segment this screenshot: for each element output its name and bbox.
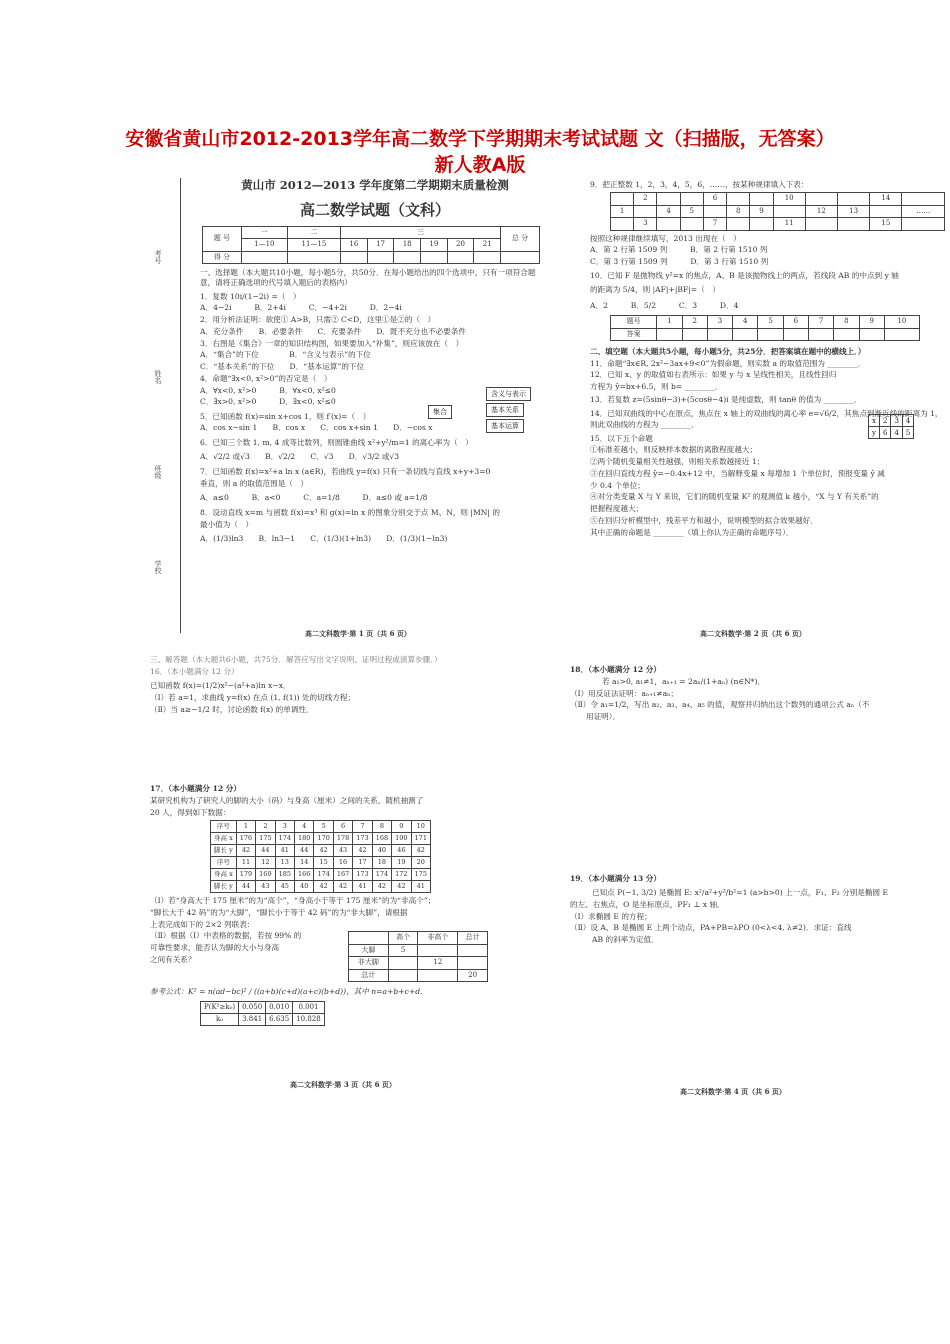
answer-cell bbox=[783, 328, 808, 340]
score-table-cell: 11—15 bbox=[287, 239, 340, 251]
question-line: ⑤在回归分析模型中，残差平方和越小，说明模型的拟合效果越好． bbox=[590, 515, 818, 525]
formula-line: 参考公式：K² = n(ad−bc)² / ((a+b)(c+d)(a+c)(b+d))，其中 n=a+b+c+d． bbox=[150, 987, 428, 997]
data-cell: 41 bbox=[411, 881, 430, 893]
score-table-cell: 总 分 bbox=[500, 226, 539, 251]
data-cell: 20 bbox=[411, 857, 430, 869]
question-line: 可靠性要求，能否认为脚的大小与身高 bbox=[150, 943, 280, 952]
question-line: 的距离为 5/4，则 |AF|+|BF|=（ ） bbox=[590, 284, 720, 294]
answer-cell bbox=[682, 328, 707, 340]
question-line: 则此双曲线的方程为 ________． bbox=[590, 420, 699, 430]
score-table-cell: 21 bbox=[474, 239, 501, 251]
question-line: A．cos x−sin 1 B．cos x C．cos x+sin 1 D．−cos x bbox=[200, 423, 433, 433]
data-cell: 167 bbox=[333, 869, 352, 881]
exam-page-1 bbox=[200, 176, 550, 546]
diagram-node-set: 集合 bbox=[428, 405, 452, 419]
table-row bbox=[869, 415, 914, 427]
data-cell: 166 bbox=[295, 869, 314, 881]
table-row bbox=[349, 944, 488, 956]
grid-cell: 5 bbox=[680, 205, 703, 217]
contingency-cell: 非高个 bbox=[418, 932, 458, 944]
contingency-cell bbox=[349, 932, 389, 944]
data-cell: 176 bbox=[236, 833, 255, 845]
data-cell: 42 bbox=[353, 845, 372, 857]
table-row bbox=[211, 857, 431, 869]
xy-cell: x bbox=[869, 415, 880, 427]
data-cell: 44 bbox=[295, 845, 314, 857]
data-cell: 169 bbox=[256, 869, 275, 881]
document-title: 安徽省黄山市2012-2013学年高二数学下学期期末考试试题 文（扫描版，无答案）新人教A版 bbox=[125, 128, 835, 176]
score-table-cell: 19 bbox=[421, 239, 448, 251]
question-line: 已知函数 f(x)=(1/2)x²−(a²+a)ln x−x． bbox=[150, 681, 291, 690]
grid-cell bbox=[805, 193, 837, 205]
xy-cell: 4 bbox=[891, 427, 902, 439]
question-line: 最小值为（ ） bbox=[200, 520, 254, 530]
xy-cell: 6 bbox=[879, 427, 890, 439]
answer-cell: 2 bbox=[682, 316, 707, 328]
grid-cell: 15 bbox=[870, 218, 902, 230]
grid-cell bbox=[750, 193, 773, 205]
data-cell: 42 bbox=[392, 881, 411, 893]
answer-cell: 7 bbox=[808, 316, 833, 328]
answer-cell: 8 bbox=[834, 316, 859, 328]
answer-cell bbox=[834, 328, 859, 340]
question-line: 14．已知双曲线的中心在原点，焦点在 x 轴上的双曲线的离心率 e=√6/2，其焦点到渐近线的距离为 1， bbox=[590, 408, 943, 418]
height-foot-table bbox=[210, 820, 431, 893]
contingency-cell: 5 bbox=[388, 944, 418, 956]
question-line: AB 的斜率为定值． bbox=[592, 935, 659, 944]
page-2-footer: 高二文科数学·第 2 页（共 6 页） bbox=[700, 629, 806, 638]
grid-cell bbox=[680, 193, 703, 205]
grid-cell bbox=[703, 205, 726, 217]
data-cell: 15 bbox=[314, 857, 333, 869]
question-line: 2．用分析法证明：欲使① A>B，只需② C<D，这里①是②的（ ） bbox=[200, 315, 436, 325]
data-cell: 6 bbox=[333, 821, 352, 833]
contingency-cell bbox=[388, 969, 418, 981]
contingency-cell: 大脚 bbox=[349, 944, 389, 956]
answer-cell bbox=[707, 328, 732, 340]
question-line: 8．设动直线 x=m 与函数 f(x)=x³ 和 g(x)=ln x 的图象分别交于点 M、N，则 |MN| 的 bbox=[200, 508, 500, 518]
question-line: 方程为 ŷ=bx+6.5，则 b= ________． bbox=[590, 382, 723, 392]
section-2-heading: 二、填空题（本大题共5小题，每小题5分，共25分．把答案填在题中的横线上．） bbox=[590, 346, 866, 356]
question-line: 少 0.4 个单位； bbox=[590, 480, 645, 490]
question-line: 上表完成如下的 2×2 列联表： bbox=[150, 919, 255, 929]
data-cell: 8 bbox=[372, 821, 391, 833]
xy-cell: y bbox=[869, 427, 880, 439]
question-line: 12．已知 x、y 的取值如右表所示：如果 y 与 x 呈线性相关，且线性回归 bbox=[590, 370, 837, 380]
grid-cell: 2 bbox=[634, 193, 657, 205]
data-cell: 41 bbox=[353, 881, 372, 893]
contingency-cell bbox=[388, 957, 418, 969]
knowledge-diagram bbox=[428, 385, 548, 435]
data-cell: 178 bbox=[333, 833, 352, 845]
section-3-heading: 三、解答题（本大题共6小题，共75分．解答应写出文字说明、证明过程或演算步骤．） bbox=[150, 655, 442, 664]
question-line: 某研究机构为了研究人的脚的大小（码）与身高（厘米）之间的关系，随机抽测了 bbox=[150, 796, 424, 805]
xy-table bbox=[868, 414, 914, 439]
data-cell: 174 bbox=[275, 833, 294, 845]
side-label-class: 班级 bbox=[154, 465, 162, 479]
question-line: 3．右图是《集合》一章的知识结构图，如果要加入“补集”，则应该放在（ ） bbox=[200, 338, 464, 348]
answer-cell bbox=[758, 328, 783, 340]
data-cell: 1 bbox=[236, 821, 255, 833]
answer-cell: 答案 bbox=[611, 328, 657, 340]
grid-cell: 9 bbox=[750, 205, 773, 217]
table-row bbox=[349, 957, 488, 969]
grid-cell: 8 bbox=[727, 205, 750, 217]
data-cell: 185 bbox=[275, 869, 294, 881]
data-cell: 171 bbox=[411, 833, 430, 845]
data-cell: 42 bbox=[314, 881, 333, 893]
question-line: 之间有关系？ bbox=[150, 954, 196, 964]
data-cell: 175 bbox=[411, 869, 430, 881]
contingency-table bbox=[348, 931, 488, 982]
side-label-name: 姓名 bbox=[154, 370, 162, 384]
grid-cell: 10 bbox=[773, 193, 805, 205]
question-line: （Ⅱ）当 a≥−1/2 时，讨论函数 f(x) 的单调性． bbox=[150, 704, 314, 714]
table-row bbox=[869, 427, 914, 439]
answer-cell: 题号 bbox=[611, 316, 657, 328]
question-line: （Ⅱ）根据（Ⅰ）中表格的数据，若按 99% 的 bbox=[150, 931, 302, 941]
question-line: C．“基本关系”的下位 D．“基本运算”的下位 bbox=[200, 362, 365, 372]
data-cell: 5 bbox=[314, 821, 333, 833]
question-line: 11．命题“∃x∈R, 2x²−3ax+9<0”为假命题，则实数 a 的取值范围为 ________． bbox=[590, 358, 866, 368]
side-label-exam-no: 考号 bbox=[154, 250, 162, 264]
grid-cell bbox=[838, 193, 870, 205]
data-cell: 43 bbox=[333, 845, 352, 857]
grid-cell bbox=[611, 218, 634, 230]
data-cell: 179 bbox=[236, 869, 255, 881]
data-cell: 190 bbox=[392, 833, 411, 845]
contingency-cell: 20 bbox=[458, 969, 488, 981]
question-line: 把握程度越大； bbox=[590, 504, 644, 514]
score-table-cell: 18 bbox=[394, 239, 421, 251]
reference-cell: 6.635 bbox=[266, 1013, 293, 1025]
table-row bbox=[201, 1013, 325, 1025]
question-line: 按照这种规律继续填写，2013 出现在（ ） bbox=[590, 233, 741, 243]
question-line: 其中正确的命题是 ________（填上你认为正确的命题序号）． bbox=[590, 527, 794, 537]
grid-cell bbox=[902, 193, 945, 205]
score-table-cell: 16 bbox=[341, 239, 368, 251]
reference-cell: 0.001 bbox=[293, 1001, 325, 1013]
data-cell: 3 bbox=[275, 821, 294, 833]
data-cell: 45 bbox=[275, 881, 294, 893]
question-line: 9．把正整数 1，2，3，4，5，6，……，按某种规律填入下表： bbox=[590, 180, 809, 189]
table-row bbox=[349, 969, 488, 981]
grid-cell bbox=[657, 218, 680, 230]
exam-page-3 bbox=[150, 655, 530, 1026]
grid-cell bbox=[902, 218, 945, 230]
answer-cell: 10 bbox=[884, 316, 919, 328]
data-cell: 14 bbox=[295, 857, 314, 869]
data-cell: 身高 x bbox=[211, 833, 237, 845]
page-4-footer: 高二文科数学·第 4 页（共 6 页） bbox=[680, 1087, 786, 1096]
data-cell: 43 bbox=[256, 881, 275, 893]
question-line: A．∀x<0, x²>0 B．∀x<0, x²≤0 bbox=[200, 385, 336, 395]
table-row bbox=[611, 193, 945, 205]
score-table-cell: 二 bbox=[287, 226, 340, 238]
grid-cell: 14 bbox=[870, 193, 902, 205]
data-cell: 脚长 y bbox=[211, 881, 237, 893]
table-row bbox=[211, 845, 431, 857]
contingency-cell: 高个 bbox=[388, 932, 418, 944]
score-table-cell: 三 bbox=[341, 226, 501, 238]
question-line: C．第 3 行第 1509 列 D．第 3 行第 1510 列 bbox=[590, 257, 769, 267]
data-cell: 9 bbox=[392, 821, 411, 833]
data-cell: 170 bbox=[314, 833, 333, 845]
diagram-node-relation: 基本关系 bbox=[486, 403, 524, 417]
reference-cell: 10.828 bbox=[293, 1013, 325, 1025]
data-cell: 180 bbox=[295, 833, 314, 845]
contingency-cell: 非大脚 bbox=[349, 957, 389, 969]
question-line: 1．复数 10i/(1−2i) =（ ） bbox=[200, 291, 301, 301]
data-cell: 2 bbox=[256, 821, 275, 833]
grid-cell: 13 bbox=[838, 205, 870, 217]
question-line: ③在回归直线方程 ŷ=−0.4x+12 中，当解释变量 x 每增加 1 个单位时，预报变量 ŷ 减 bbox=[590, 468, 885, 478]
number-grid bbox=[610, 192, 945, 230]
score-table-cell: 20 bbox=[447, 239, 474, 251]
question-line: ④对分类变量 X 与 Y 来说，它们的随机变量 K² 的观测值 k 越小，“X 与 Y 有关系”的 bbox=[590, 492, 879, 502]
answer-cell bbox=[859, 328, 884, 340]
answer-cell bbox=[884, 328, 919, 340]
data-cell: 12 bbox=[256, 857, 275, 869]
grid-cell bbox=[727, 218, 750, 230]
data-cell: 11 bbox=[236, 857, 255, 869]
question-line: （Ⅱ）令 a₁=1/2，写出 a₂、a₃、a₄、a₅ 的值，观察并归纳出这个数列的通项公式 aₙ（不 bbox=[570, 700, 870, 710]
contingency-cell bbox=[418, 969, 458, 981]
answer-cell: 4 bbox=[733, 316, 758, 328]
score-table-cell: 题 号 bbox=[203, 226, 242, 251]
grid-cell bbox=[634, 205, 657, 217]
table-row bbox=[211, 833, 431, 845]
data-cell: 18 bbox=[372, 857, 391, 869]
grid-cell: 12 bbox=[805, 205, 837, 217]
exam-page-2 bbox=[590, 180, 943, 539]
grid-cell bbox=[838, 218, 870, 230]
xy-cell: 2 bbox=[879, 415, 890, 427]
table-row bbox=[211, 869, 431, 881]
reference-cell: 0.050 bbox=[239, 1001, 266, 1013]
grid-cell: 11 bbox=[773, 218, 805, 230]
table-row bbox=[611, 316, 920, 328]
reference-cell: P(K²≥k₀) bbox=[201, 1001, 239, 1013]
data-cell: 13 bbox=[275, 857, 294, 869]
reference-table bbox=[200, 1001, 325, 1027]
question-line: 13．若复数 z=(5sinθ−3)+(5cosθ−4)i 是纯虚数，则 tanθ 的值为 ________． bbox=[590, 395, 862, 405]
question-line: （Ⅱ）设 A、B 是椭圆 E 上两个动点，PA+PB=λPO (0<λ<4, λ≠2)．求证：直线 bbox=[570, 923, 852, 933]
data-cell: 175 bbox=[256, 833, 275, 845]
question-line: 用证明）． bbox=[586, 712, 621, 721]
table-row bbox=[611, 205, 945, 217]
diagram-node-meaning: 含义与表示 bbox=[486, 387, 531, 401]
data-cell: 40 bbox=[295, 881, 314, 893]
answer-table bbox=[610, 315, 920, 341]
table-row bbox=[211, 881, 431, 893]
data-cell: 173 bbox=[353, 833, 372, 845]
score-table-cell: 一 bbox=[241, 226, 287, 238]
data-cell: 脚长 y bbox=[211, 845, 237, 857]
data-cell: 42 bbox=[314, 845, 333, 857]
data-cell: 40 bbox=[372, 845, 391, 857]
question-line: 17．（本小题满分 12 分） bbox=[150, 784, 241, 794]
question-line: “脚长大于 42 码”的为“大脚”，“脚长小于等于 42 码”的为“非大脚”，请根据 bbox=[150, 907, 408, 917]
score-table-cell: 得 分 bbox=[203, 251, 242, 263]
data-cell: 序号 bbox=[211, 821, 237, 833]
page-1-footer: 高二文科数学·第 1 页（共 6 页） bbox=[305, 629, 411, 638]
data-cell: 17 bbox=[353, 857, 372, 869]
grid-cell: 6 bbox=[703, 193, 726, 205]
xy-cell: 3 bbox=[891, 415, 902, 427]
grid-cell bbox=[657, 193, 680, 205]
xy-cell: 5 bbox=[902, 427, 913, 439]
reference-cell: 0.010 bbox=[266, 1001, 293, 1013]
question-line: A．2 B．5/2 C．3 D．4 bbox=[590, 300, 739, 310]
question-line: 16．（本小题满分 12 分） bbox=[150, 666, 239, 676]
question-line: A．4−2i B．2+4i C．−4+2i D．2−4i bbox=[200, 303, 402, 313]
diagram-node-operation: 基本运算 bbox=[486, 419, 524, 433]
answer-cell: 3 bbox=[707, 316, 732, 328]
exam-page-4 bbox=[570, 665, 940, 947]
grid-cell: 7 bbox=[703, 218, 726, 230]
school-heading: 黄山市 2012—2013 学年度第二学期期末质量检测 bbox=[241, 178, 509, 192]
question-line: 18．（本小题满分 12 分） bbox=[570, 665, 661, 674]
question-line: A．“集合”的下位 B．“含义与表示”的下位 bbox=[200, 350, 371, 360]
data-cell: 42 bbox=[333, 881, 352, 893]
table-row bbox=[349, 932, 488, 944]
score-table bbox=[202, 226, 540, 264]
binding-line bbox=[180, 178, 181, 633]
question-line: A．(1/3)ln3 B．ln3−1 C．(1/3)(1+ln3) D．(1/3)(1−ln3) bbox=[200, 534, 448, 544]
question-line: （Ⅰ）若“身高大于 175 厘米”的为“高个”，“身高小于等于 175 厘米”的为“非高个”； bbox=[150, 896, 436, 905]
question-line: 19．（本小题满分 13 分） bbox=[570, 873, 661, 883]
answer-cell: 6 bbox=[783, 316, 808, 328]
grid-cell bbox=[727, 193, 750, 205]
reference-cell: k₀ bbox=[201, 1013, 239, 1025]
page-3-footer: 高二文科数学·第 3 页（共 6 页） bbox=[290, 1080, 396, 1089]
data-cell: 173 bbox=[353, 869, 372, 881]
grid-cell: 4 bbox=[657, 205, 680, 217]
answer-cell bbox=[657, 328, 682, 340]
question-line: 7．已知函数 f(x)=x²+a ln x (a∈R)，若曲线 y=f(x) 只有一条切线与直线 x+y+3=0 bbox=[200, 467, 491, 477]
grid-cell: 3 bbox=[634, 218, 657, 230]
data-cell: 46 bbox=[392, 845, 411, 857]
answer-cell: 5 bbox=[758, 316, 783, 328]
score-table-cell: 1—10 bbox=[241, 239, 287, 251]
table-row bbox=[611, 218, 945, 230]
grid-cell bbox=[805, 218, 837, 230]
question-line: A．充分条件 B．必要条件 C．充要条件 D．既不充分也不必要条件 bbox=[200, 326, 466, 336]
contingency-cell: 12 bbox=[418, 957, 458, 969]
grid-cell: 1 bbox=[611, 205, 634, 217]
contingency-cell bbox=[418, 944, 458, 956]
table-row bbox=[201, 1001, 325, 1013]
contingency-cell bbox=[458, 957, 488, 969]
grid-cell bbox=[870, 205, 902, 217]
contingency-cell: 总计 bbox=[458, 932, 488, 944]
question-line: 4．命题“∃x<0, x²>0”的否定是（ ） bbox=[200, 373, 332, 383]
question-line: （Ⅰ）求椭圆 E 的方程； bbox=[570, 911, 652, 921]
question-line: 若 a₁>0, a₁≠1，aₙ₊₁ = 2aₙ/(1+aₙ) (n∈N*)． bbox=[602, 676, 766, 686]
side-label-school: 学校 bbox=[154, 560, 162, 574]
score-table-cell: 17 bbox=[367, 239, 394, 251]
section-1-heading: 一、选择题（本大题共10小题，每小题5分，共50分．在每小题给出的四个选项中，只有一项符合题意，请将正确选项的代号填入题后的表格内） bbox=[200, 268, 536, 288]
answer-cell bbox=[733, 328, 758, 340]
grid-cell bbox=[611, 193, 634, 205]
data-cell: 42 bbox=[372, 881, 391, 893]
data-cell: 168 bbox=[372, 833, 391, 845]
question-line: ②两个随机变量相关性越强，则相关系数越接近 1； bbox=[590, 457, 765, 467]
answer-cell: 9 bbox=[859, 316, 884, 328]
question-line: 10．已知 F 是抛物线 y²=x 的焦点，A、B 是该抛物线上的两点，若线段 AB 的中点到 y 轴 bbox=[590, 271, 899, 281]
answer-cell: 1 bbox=[657, 316, 682, 328]
question-line: A．a≤0 B．a<0 C．a=1/8 D．a≤0 或 a=1/8 bbox=[200, 493, 428, 503]
data-cell: 174 bbox=[314, 869, 333, 881]
question-line: 6．已知三个数 1, m, 4 成等比数列，则圆锥曲线 x²+y²/m=1 的离心率为（ ） bbox=[200, 437, 473, 447]
answer-cell bbox=[808, 328, 833, 340]
data-cell: 序号 bbox=[211, 857, 237, 869]
data-cell: 172 bbox=[392, 869, 411, 881]
question-line: A．第 2 行第 1509 列 B．第 2 行第 1510 列 bbox=[590, 245, 768, 255]
question-line: 20 人，得到如下数据： bbox=[150, 807, 231, 817]
contingency-cell: 总计 bbox=[349, 969, 389, 981]
question-line: （Ⅰ）若 a=1，求曲线 y=f(x) 在点 (1, f(1)) 处的切线方程； bbox=[150, 692, 356, 702]
data-cell: 19 bbox=[392, 857, 411, 869]
question-line: 已知点 P(−1, 3/2) 是椭圆 E: x²/a²+y²/b²=1 (a>b>0) 上一点，F₁、F₂ 分别是椭圆 E bbox=[592, 888, 889, 897]
question-line: 的左、右焦点，O 是坐标原点，PF₁ ⊥ x 轴． bbox=[570, 899, 725, 909]
data-cell: 16 bbox=[333, 857, 352, 869]
data-cell: 41 bbox=[275, 845, 294, 857]
data-cell: 42 bbox=[411, 845, 430, 857]
data-cell: 42 bbox=[236, 845, 255, 857]
question-line: 垂直，则 a 的取值范围是（ ） bbox=[200, 478, 309, 488]
question-line: 15．以下五个命题 bbox=[590, 433, 653, 443]
table-row bbox=[211, 821, 431, 833]
xy-cell: 4 bbox=[902, 415, 913, 427]
question-line: C．∃x>0, x²>0 D．∃x<0, x²≤0 bbox=[200, 397, 336, 407]
grid-cell: …… bbox=[902, 205, 945, 217]
exam-title: 高二数学试题（文科） bbox=[299, 200, 450, 219]
data-cell: 44 bbox=[236, 881, 255, 893]
question-line: ①标准差越小，则反映样本数据的离散程度越大； bbox=[590, 445, 758, 455]
table-row bbox=[611, 328, 920, 340]
grid-cell bbox=[680, 218, 703, 230]
data-cell: 4 bbox=[295, 821, 314, 833]
data-cell: 174 bbox=[372, 869, 391, 881]
question-line: （Ⅰ）用反证法证明：aₙ₊₁≠aₙ； bbox=[570, 688, 678, 698]
data-cell: 44 bbox=[256, 845, 275, 857]
data-cell: 10 bbox=[411, 821, 430, 833]
grid-cell bbox=[750, 218, 773, 230]
contingency-cell bbox=[458, 944, 488, 956]
data-cell: 身高 x bbox=[211, 869, 237, 881]
question-line: 5．已知函数 f(x)=sin x+cos 1，则 f′(x)=（ ） bbox=[200, 411, 371, 421]
question-line: A．√2/2 或√3 B．√2/2 C．√3 D．√3/2 或√3 bbox=[200, 451, 400, 461]
grid-cell bbox=[773, 205, 805, 217]
reference-cell: 3.841 bbox=[239, 1013, 266, 1025]
data-cell: 7 bbox=[353, 821, 372, 833]
